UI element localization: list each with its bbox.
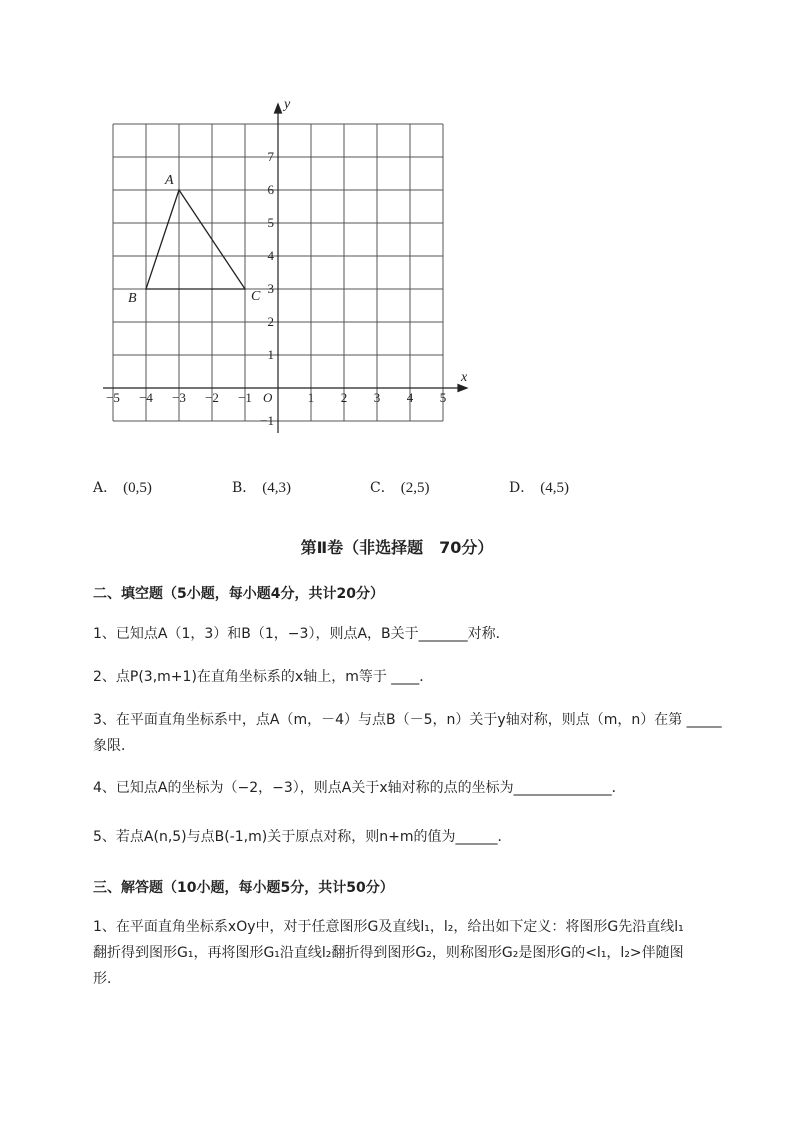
fill-question-2: 2、点P(3,m+1)在直角坐标系的x轴上，m等于 ____． bbox=[93, 669, 434, 685]
option-letter: D． bbox=[509, 480, 535, 496]
point-label-b: B bbox=[128, 291, 137, 306]
triangle-outline bbox=[146, 190, 245, 289]
solve-question-1-line2: 翻折得到图形G₁，再将图形G₁沿直线l₂翻折得到图形G₂，则称图形G₂是图形G的<l₁，l₂>伴随图 bbox=[93, 945, 684, 961]
y-axis-label: y bbox=[284, 97, 291, 112]
option-b bbox=[232, 477, 291, 497]
solve-question-1-line3: 形． bbox=[93, 971, 121, 987]
x-tick-label: 1 bbox=[307, 390, 315, 405]
option-a bbox=[93, 477, 152, 497]
coordinate-grid-figure bbox=[100, 97, 475, 432]
solve-question-1-line1: 1、在平面直角坐标系xOy中，对于任意图形G及直线l₁，l₂，给出如下定义：将图形G先沿直线l₁ bbox=[93, 919, 684, 935]
point-label-c: C bbox=[251, 289, 261, 304]
triangle-abc bbox=[146, 190, 245, 289]
option-letter: C． bbox=[370, 480, 395, 496]
y-axis-arrow bbox=[275, 104, 282, 113]
point-label-a: A bbox=[165, 173, 174, 188]
option-value: (4,3) bbox=[262, 480, 292, 496]
x-tick-label: −1 bbox=[238, 390, 252, 405]
y-tick-label: 3 bbox=[267, 281, 274, 296]
x-axis-arrow bbox=[458, 385, 467, 392]
point-labels bbox=[128, 173, 261, 306]
solve-question-1 bbox=[93, 914, 753, 992]
fill-question-1: 1、已知点A（1，3）和B（1，−3），则点A，B关于_______对称． bbox=[93, 626, 510, 642]
option-c bbox=[370, 477, 429, 497]
x-tick-label: 4 bbox=[406, 390, 414, 405]
y-tick-label: 2 bbox=[267, 314, 274, 329]
option-value: (2,5) bbox=[400, 480, 430, 496]
y-tick-label: 4 bbox=[267, 248, 274, 263]
y-tick-label: 5 bbox=[267, 215, 274, 230]
option-value: (0,5) bbox=[123, 480, 152, 496]
section3-heading: 三、解答题（10小题，每小题5分，共计50分） bbox=[93, 880, 394, 896]
x-tick-label: −3 bbox=[172, 390, 186, 405]
x-axis-label: x bbox=[461, 370, 468, 385]
section2-heading: 二、填空题（5小题，每小题4分，共计20分） bbox=[93, 586, 384, 602]
y-tick-label: 1 bbox=[267, 347, 274, 362]
x-tick-label: −4 bbox=[139, 390, 153, 405]
part2-title: 第Ⅱ卷（非选择题 70分） bbox=[300, 538, 494, 557]
axes bbox=[103, 97, 468, 433]
origin-label: O bbox=[263, 390, 273, 405]
fill-question-3 bbox=[93, 707, 753, 759]
fill-question-4: 4、已知点A的坐标为（−2，−3），则点A关于x轴对称的点的坐标为______________． bbox=[93, 780, 626, 796]
fill-question-5: 5、若点A(n,5)与点B(-1,m)关于原点对称，则n+m的值为______． bbox=[93, 829, 512, 845]
x-tick-label: 3 bbox=[373, 390, 381, 405]
fill-question-3-line2: 象限． bbox=[93, 738, 135, 754]
x-tick-label: −2 bbox=[205, 390, 219, 405]
x-tick-label: −5 bbox=[106, 390, 120, 405]
option-letter: B． bbox=[232, 480, 257, 496]
fill-question-3-line1: 3、在平面直角坐标系中，点A（m，－4）与点B（－5，n）关于y轴对称，则点（m，n）在第 _____ bbox=[93, 712, 722, 728]
y-tick-label: 7 bbox=[267, 149, 274, 164]
option-letter: A． bbox=[93, 480, 118, 496]
y-tick-label: 6 bbox=[267, 182, 274, 197]
y-tick-label: −1 bbox=[260, 413, 274, 428]
option-value: (4,5) bbox=[540, 480, 569, 496]
x-tick-label: 2 bbox=[340, 390, 348, 405]
option-d bbox=[509, 477, 569, 497]
x-tick-label: 5 bbox=[439, 390, 447, 405]
